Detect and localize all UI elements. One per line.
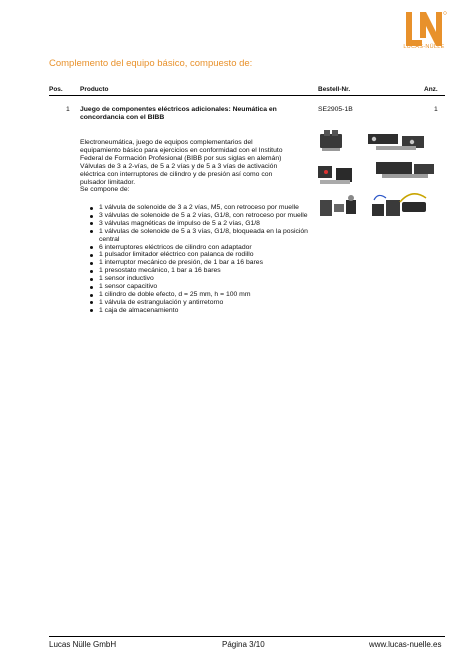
product-photo [316,128,446,228]
list-item: 3 válvulas magnéticas de impulso de 5 a 2 vías, G1/8 [80,220,310,228]
section-heading: Complemento del equipo básico, compuesto de: [49,58,253,69]
list-item: 1 cilindro de doble efecto, d = 25 mm, h = 100 mm [80,291,310,299]
footer-company: Lucas Nülle GmbH [49,640,117,649]
footer-rule [49,636,445,637]
header-product: Producto [80,86,109,93]
list-item: 1 válvulas de solenoide de 5 a 3 vías, G1/8, bloqueada en la posición central [80,228,310,244]
list-item: 1 válvula de estrangulación y antirretorno [80,299,310,307]
row-quantity: 1 [434,106,438,113]
description-line: Federal de Formación Profesional (BIBB por sus siglas en alemán) [80,154,282,162]
list-item: 1 caja de almacenamiento [80,307,310,315]
component-list [80,204,310,315]
list-item: 3 válvulas de solenoide de 5 a 2 vías, G1/8, con retroceso por muelle [80,212,310,220]
description-line: Válvulas de 3 a 2-vías, de 5 a 2 vías y de 5 a 3 vías de activación [80,162,278,170]
row-pos: 1 [66,106,70,113]
logo-text: LUCAS-NÜLLE [403,44,445,50]
footer-website: www.lucas-nuelle.es [369,640,442,649]
header-rule [49,95,445,96]
description-line: Electroneumática, juego de equipos complementarios del [80,139,253,146]
row-product-title [80,106,277,122]
description-line: equipamiento básico para ejercicios en conformidad con el Instituto [80,146,283,154]
row-product-title-line2: concordancia con el BIBB [80,114,165,121]
header-pos: Pos. [49,86,63,93]
product-description [80,139,310,194]
header-quantity: Anz. [424,86,438,93]
list-item: 1 pulsador limitador eléctrico con palanca de rodillo [80,251,310,259]
list-item: 6 interruptores eléctricos de cilindro con adaptador [80,244,310,252]
list-item: 1 sensor capacitivo [80,283,310,291]
row-product-title-line1: Juego de componentes eléctricos adicionales: Neumática en [80,106,277,113]
description-line: eléctrica con interruptores de cilindro y de presión así como con [80,170,273,178]
footer-page-number: Página 3/10 [222,640,265,649]
description-line: pulsador limitador. [80,178,136,186]
header-order-number: Bestell-Nr. [318,86,351,93]
list-item: 1 interruptor mecánico de presión, de 1 bar a 16 bares [80,259,310,267]
list-item: 1 sensor inductivo [80,275,310,283]
description-line: Se compone de: [80,186,130,194]
list-item: 1 presostato mecánico, 1 bar a 16 bares [80,267,310,275]
row-order-number: SE2905-1B [318,106,353,113]
list-item: 1 válvula de solenoide de 3 a 2 vías, M5, con retroceso por muelle [80,204,310,212]
